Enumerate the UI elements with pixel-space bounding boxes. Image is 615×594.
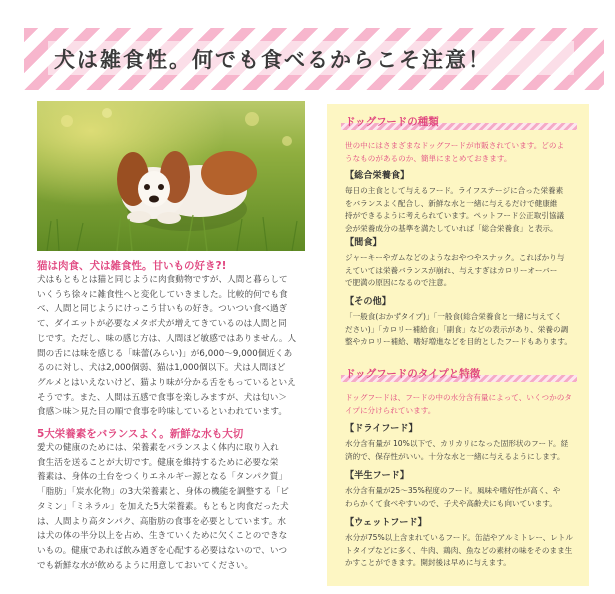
text-line: 水分含有量が 10%以下で、カリカリになった固形状のフード。経 bbox=[345, 439, 569, 448]
wet-food-text bbox=[345, 532, 579, 570]
puppy-photo bbox=[37, 101, 305, 251]
heading-highlight-types bbox=[341, 114, 577, 132]
complete-food-text bbox=[345, 185, 579, 235]
left-column bbox=[37, 259, 305, 573]
text-line: るのに対し、犬は2,000個弱、猫は1,000個以下。犬は人間ほど bbox=[37, 363, 286, 374]
text-line: べ、人間と同じようにけっこう甘いもの好き。ついつい食べ過ぎ bbox=[37, 304, 288, 315]
title-banner bbox=[24, 28, 604, 90]
heading-dog-food-types: ドッグフードの種類 bbox=[345, 116, 439, 128]
section-heading-nutrients: 5大栄養素をバランスよく。新鮮な水も大切 bbox=[37, 428, 244, 441]
text-line: トタイプなどに多く、牛肉、鶏肉、魚などの素材の味をそのまま生 bbox=[345, 545, 573, 555]
text-line: いくうち徐々に雑食性へと変化していきました。比較的何でも食 bbox=[37, 289, 288, 300]
text-line: て、ダイエットが必要なメタボ犬が増えてきているのは人間と同 bbox=[37, 319, 287, 330]
subheading-dry-food: 【ドライフード】 bbox=[345, 423, 418, 434]
dry-food-text bbox=[345, 438, 579, 463]
text-line: 世の中にはさまざまなドッグフードが市販されています。どのよ bbox=[345, 141, 565, 150]
subheading-wet-food: 【ウェットフード】 bbox=[345, 517, 427, 528]
text-line: グルメとはいえないけど、猫より味が分かる舌をもっているといえ bbox=[37, 377, 296, 388]
section-heading-carnivore: 猫は肉食、犬は雑食性。甘いもの好き?! bbox=[37, 260, 227, 272]
nutrients-paragraph bbox=[37, 441, 305, 573]
text-line: ドッグフードは、フードの中の水分含有量によって、いくつかのタ bbox=[345, 393, 572, 402]
heading-food-type-features: ドッグフードのタイプと特徴 bbox=[345, 368, 481, 380]
snacks-text bbox=[345, 252, 579, 290]
text-line: 毎日の主食として与えるフード。ライフステージに合った栄養素 bbox=[345, 186, 564, 195]
types-intro bbox=[345, 140, 577, 165]
text-line: タミン」「ミネラル」を加えた5大栄養素。もともと肉食だった犬 bbox=[37, 501, 289, 512]
text-line: 整やカロリー補給、嗜好増進などを目的としたフードもあります。 bbox=[345, 337, 572, 347]
subheading-others: 【その他】 bbox=[345, 296, 391, 307]
text-line: で肥満の原因になるので注意。 bbox=[345, 278, 452, 288]
text-line: 食感＞味＞見た目の順で食事を吟味しているといわれています。 bbox=[37, 407, 287, 418]
others-text bbox=[345, 311, 579, 349]
text-line: わらかくて食べやすいので、子犬や高齢犬にも向いています。 bbox=[345, 498, 557, 508]
text-line: そうです。また、人間は五感で食事を楽しみますが、犬は匂い＞ bbox=[37, 392, 287, 403]
text-line: 養素は、身体の土台をつくりエネルギー源となる「タンパク質」 bbox=[37, 472, 288, 483]
text-line: かすことができます。開封後は早めに与えます。 bbox=[345, 558, 511, 568]
text-line: 愛犬の健康のためには、栄養素をバランスよく体内に取り入れ bbox=[37, 443, 279, 454]
text-line: じです。ただし、味の感じ方は、人間ほど敏感ではありません。人 bbox=[37, 333, 297, 344]
text-line: 水分が75%以上含まれているフード。缶詰やアルミトレー、レトル bbox=[345, 533, 573, 542]
text-line: いもの。健康であれば飲み過ぎを心配する必要はないので、いつ bbox=[37, 545, 288, 556]
info-panel bbox=[327, 104, 589, 586]
features-intro bbox=[345, 392, 577, 417]
text-line: うなものがあるのか、簡単にまとめておきます。 bbox=[345, 153, 512, 163]
text-line: 持ができるように考えられています。ペットフード公正取引協議 bbox=[345, 211, 565, 221]
text-line: ジャーキーやガムなどのようなおやつやスナック。こればかり与 bbox=[345, 253, 565, 262]
carnivore-paragraph bbox=[37, 273, 305, 420]
page-title: 犬は雑食性。何でも食べるからこそ注意！ bbox=[54, 48, 491, 72]
text-line: イプに分けられています。 bbox=[345, 405, 436, 415]
text-line: は、人間より高タンパク、高脂肪の食事を必要としています。水 bbox=[37, 516, 287, 527]
subheading-snacks: 【間食】 bbox=[345, 237, 382, 248]
subheading-complete-food: 【総合栄養食】 bbox=[345, 170, 410, 181]
text-line: ださい)」「カロリー補給食」「副食」などの表示があり、栄養の調 bbox=[345, 324, 569, 334]
text-line: 会が栄養成分の基準を満たしていれば「総合栄養食」と表示。 bbox=[345, 223, 558, 233]
text-line: 食生活を送ることが大切です。健康を維持するために必要な栄 bbox=[37, 457, 279, 468]
text-line: 「一般食(おかずタイプ)」「一般食(総合栄養食と一緒に与えてく bbox=[345, 312, 562, 321]
text-line: をバランスよく配合し、新鮮な水と一緒に与えるだけで健康維 bbox=[345, 198, 558, 208]
text-line: 済的で、保存性がいい。十分な水と一緒に与えるようにします。 bbox=[345, 451, 565, 461]
heading-highlight-features bbox=[341, 366, 577, 384]
text-line: でも新鮮な水が飲めるように用意しておいてください。 bbox=[37, 560, 254, 571]
semi-moist-food-text bbox=[345, 485, 579, 510]
text-line: 犬はもともとは猫と同じように肉食動物ですが、人間と暮らして bbox=[37, 275, 288, 285]
text-line: 「脂肪」「炭水化物」の3大栄養素と、身体の機能を調整する「ビ bbox=[37, 487, 289, 498]
text-line: は犬の体の半分以上を占め、生きていくために欠くことのできな bbox=[37, 531, 288, 542]
text-line: 水分含有量が25〜35%程度のフード。風味や嗜好性が高く、や bbox=[345, 486, 561, 495]
text-line: 間の舌には味を感じる「味蕾(みらい)」が6,000〜9,000個近くあ bbox=[37, 348, 293, 359]
puppy-illustration bbox=[37, 101, 305, 251]
subheading-semi-moist-food: 【半生フード】 bbox=[345, 470, 410, 481]
text-line: えていては栄養バランスが崩れ、与えすぎはカロリーオーバー bbox=[345, 265, 558, 275]
